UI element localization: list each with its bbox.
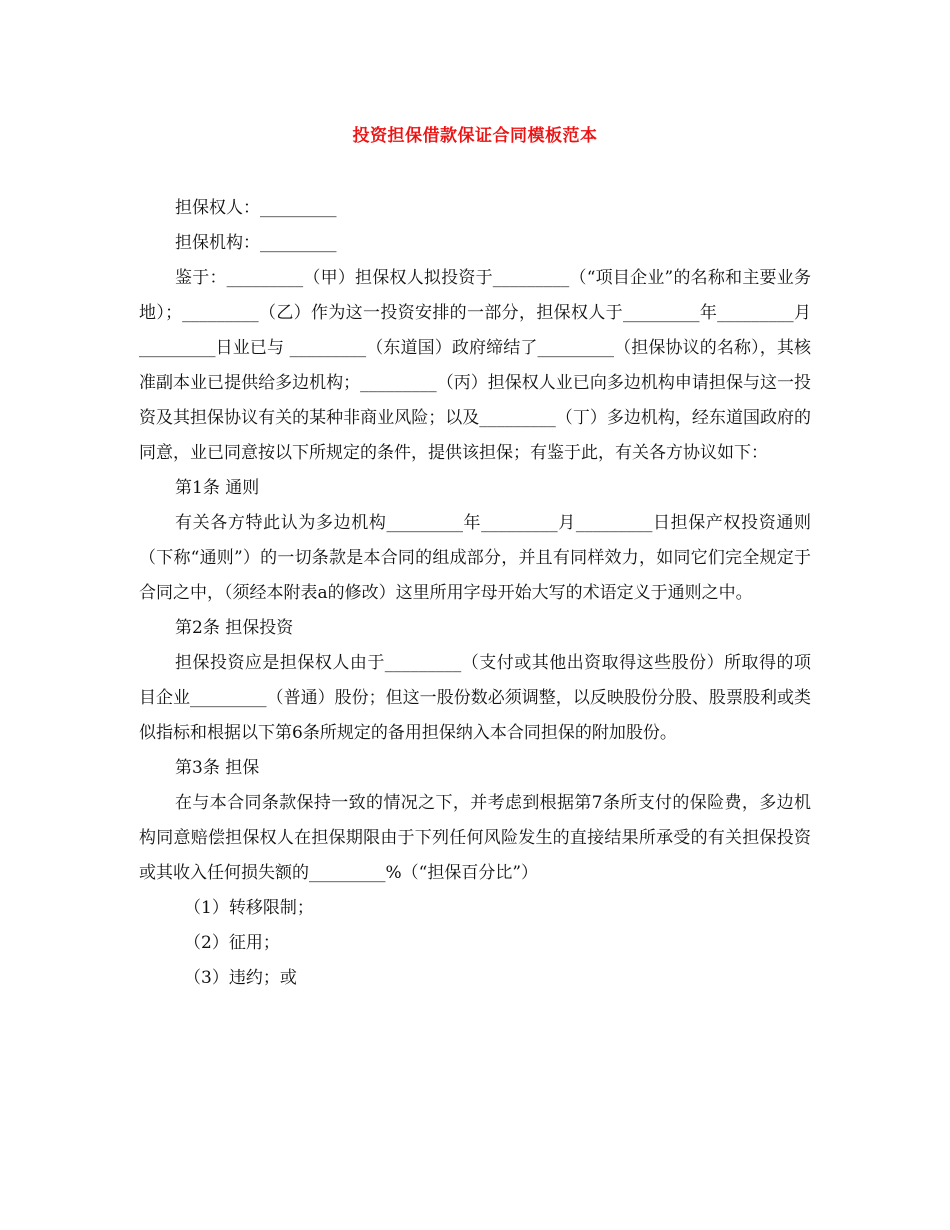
recitals-paragraph: 鉴于：_________（甲）担保权人拟投资于_________（“项目企业”的名称和主要业务地）；_________（乙）作为这一投资安排的一部分，担保权人于_________年_________月_________日业已与 _________（东道国）政府缔结了_________（担保协议的名称），其核准副本业已提供给多边机构；_________（丙）担保权人业已向多边机构申请担保与这一投资及其担保协议有关的某种非商业风险；以及_________（丁）多边机构，经东道国政府的同意，业已同意按以下所规定的条件，提供该担保；有鉴于此，有关各方协议如下： — [139, 268, 811, 463]
article-1-paragraph: 有关各方特此认为多边机构_________年_________月_________日担保产权投资通则（下称“通则”）的一切条款是本合同的组成部分，并且有同样效力，如同它们完全规定于合同之中，（须经本附表a的修改）这里所用字母开始大写的术语定义于通则之中。 — [139, 513, 811, 603]
article-2-paragraph: 担保投资应是担保权人由于_________（支付或其他出资取得这些股份）所取得的项目企业_________（普通）股份；但这一股份数必须调整，以反映股份分股、股票股利或类似指标和根据以下第6条所规定的备用担保纳入本合同担保的附加股份。 — [139, 653, 811, 743]
article-3-heading: 第3条 担保 — [175, 758, 260, 778]
guarantee-holder-line: 担保权人：_________ — [175, 198, 337, 218]
article-3-paragraph: 在与本合同条款保持一致的情况之下，并考虑到根据第7条所支付的保险费，多边机构同意赔偿担保权人在担保期限由于下列任何风险发生的直接结果所承受的有关担保投资或其收入任何损失额的_________%（“担保百分比”） — [139, 793, 811, 883]
list-item: （1）转移限制； — [184, 898, 314, 918]
document-body — [139, 191, 811, 996]
article-2-heading: 第2条 担保投资 — [175, 618, 294, 638]
article-1-heading: 第1条 通则 — [175, 478, 260, 498]
list-item: （2）征用； — [184, 933, 280, 953]
list-item: （3）违约；或 — [184, 968, 297, 988]
document-title: 投资担保借款保证合同模板范本 — [352, 126, 598, 146]
guarantee-agency-line: 担保机构：_________ — [175, 233, 337, 253]
